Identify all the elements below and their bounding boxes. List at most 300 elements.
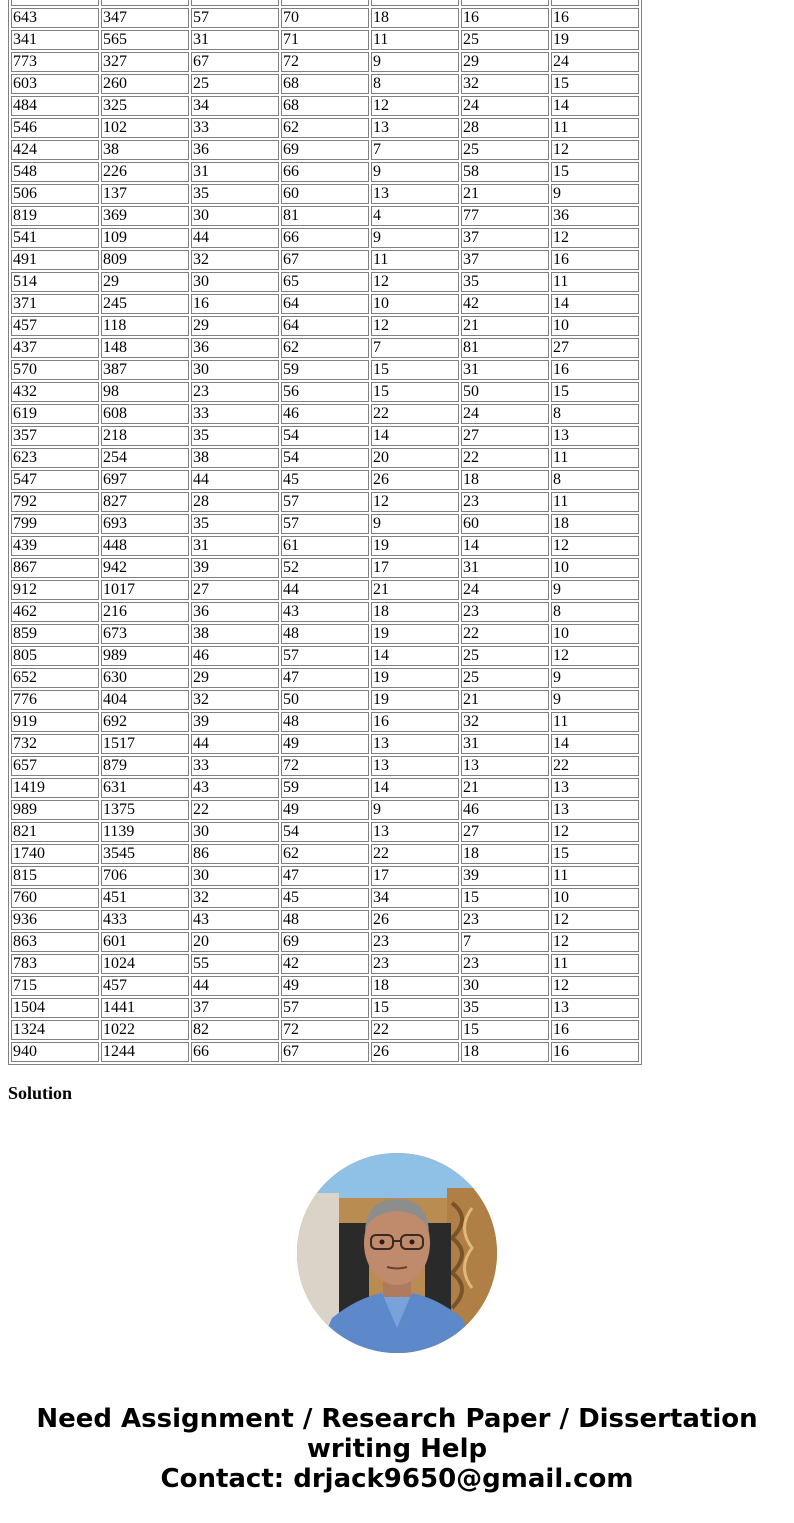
table-cell: 13	[371, 118, 459, 138]
table-cell: 14	[371, 646, 459, 666]
table-cell: 27	[191, 580, 279, 600]
table-cell: 26	[371, 1042, 459, 1062]
table-cell: 815	[11, 866, 99, 886]
table-cell: 37	[461, 228, 549, 248]
table-cell: 601	[101, 932, 189, 952]
table-cell: 45	[281, 888, 369, 908]
author-photo	[297, 1153, 497, 1353]
table-cell: 23	[191, 382, 279, 402]
table-cell: 859	[11, 624, 99, 644]
table-cell: 43	[191, 910, 279, 930]
table-cell: 12	[551, 822, 639, 842]
table-cell: 548	[11, 162, 99, 182]
table-cell: 30	[191, 272, 279, 292]
table-row	[11, 514, 639, 534]
table-cell: 55	[191, 954, 279, 974]
table-cell: 30	[191, 206, 279, 226]
table-row	[11, 800, 639, 820]
table-cell: 254	[101, 448, 189, 468]
table-row	[11, 8, 639, 28]
table-row	[11, 426, 639, 446]
table-cell: 11	[371, 250, 459, 270]
table-cell: 448	[101, 536, 189, 556]
table-row	[11, 558, 639, 578]
table-cell: 23	[461, 602, 549, 622]
table-cell: 65	[281, 272, 369, 292]
table-cell: 7	[371, 140, 459, 160]
table-row	[11, 624, 639, 644]
table-row	[11, 316, 639, 336]
table-cell: 24	[551, 52, 639, 72]
table-cell: 424	[11, 140, 99, 160]
table-row	[11, 712, 639, 732]
table-row	[11, 184, 639, 204]
table-cell: 341	[11, 30, 99, 50]
table-row	[11, 646, 639, 666]
table-cell: 16	[461, 8, 549, 28]
table-cell: 15	[371, 360, 459, 380]
table-cell: 52	[281, 558, 369, 578]
table-cell: 35	[191, 184, 279, 204]
table-cell: 693	[101, 514, 189, 534]
table-cell: 15	[551, 844, 639, 864]
table-row	[11, 778, 639, 798]
table-cell: 49	[281, 976, 369, 996]
table-cell: 22	[371, 404, 459, 424]
table-cell: 50	[281, 690, 369, 710]
table-cell: 37	[461, 250, 549, 270]
table-cell: 24	[461, 96, 549, 116]
table-cell: 66	[281, 162, 369, 182]
table-cell: 783	[11, 954, 99, 974]
table-cell: 867	[11, 558, 99, 578]
table-cell: 28	[191, 492, 279, 512]
table-cell: 36	[191, 602, 279, 622]
table-cell: 35	[191, 514, 279, 534]
table-cell: 29	[101, 272, 189, 292]
table-cell: 4	[371, 206, 459, 226]
table-cell: 98	[101, 382, 189, 402]
table-cell: 66	[191, 1042, 279, 1062]
table-cell: 936	[11, 910, 99, 930]
table-cell: 12	[551, 228, 639, 248]
table-cell: 18	[371, 8, 459, 28]
table-row	[11, 162, 639, 182]
table-cell: 12	[371, 272, 459, 292]
table-cell: 457	[101, 976, 189, 996]
table-cell: 44	[191, 734, 279, 754]
table-cell: 827	[101, 492, 189, 512]
avatar	[297, 1153, 497, 1353]
table-cell: 69	[281, 140, 369, 160]
table-cell: 1740	[11, 844, 99, 864]
table-cell: 36	[551, 206, 639, 226]
table-cell: 59	[281, 360, 369, 380]
table-cell: 62	[281, 338, 369, 358]
table-cell: 20	[371, 448, 459, 468]
table-cell: 1375	[101, 800, 189, 820]
table-cell: 25	[461, 668, 549, 688]
table-cell: 38	[191, 624, 279, 644]
table-row	[11, 0, 639, 6]
table-cell: 1419	[11, 778, 99, 798]
table-cell: 30	[191, 866, 279, 886]
table-cell: 652	[11, 668, 99, 688]
table-cell: 12	[551, 646, 639, 666]
table-cell: 7	[461, 932, 549, 952]
table-cell: 23	[371, 954, 459, 974]
table-cell: 1024	[101, 954, 189, 974]
table-cell: 14	[551, 294, 639, 314]
table-cell: 35	[461, 998, 549, 1018]
table-cell	[281, 0, 369, 6]
table-row	[11, 866, 639, 886]
table-cell: 62	[281, 844, 369, 864]
table-cell: 58	[461, 162, 549, 182]
table-row	[11, 998, 639, 1018]
table-cell: 22	[461, 448, 549, 468]
table-cell: 22	[371, 844, 459, 864]
table-cell: 809	[101, 250, 189, 270]
table-cell: 37	[191, 998, 279, 1018]
table-cell: 1139	[101, 822, 189, 842]
table-cell: 36	[191, 140, 279, 160]
table-cell: 608	[101, 404, 189, 424]
table-row	[11, 404, 639, 424]
table-cell: 25	[191, 74, 279, 94]
table-cell: 82	[191, 1020, 279, 1040]
table-cell: 12	[551, 910, 639, 930]
table-row	[11, 954, 639, 974]
table-row	[11, 360, 639, 380]
table-cell: 102	[101, 118, 189, 138]
table-cell: 657	[11, 756, 99, 776]
table-cell: 60	[461, 514, 549, 534]
table-cell: 7	[371, 338, 459, 358]
table-cell: 24	[461, 404, 549, 424]
table-cell: 118	[101, 316, 189, 336]
data-table	[8, 0, 642, 1065]
table-cell: 33	[191, 118, 279, 138]
table-cell: 16	[371, 712, 459, 732]
table-cell: 24	[461, 580, 549, 600]
table-cell: 13	[461, 756, 549, 776]
table-cell: 9	[551, 184, 639, 204]
table-cell	[461, 0, 549, 6]
table-cell: 68	[281, 74, 369, 94]
table-cell: 34	[191, 96, 279, 116]
table-row	[11, 118, 639, 138]
table-cell: 29	[191, 668, 279, 688]
table-cell: 32	[461, 712, 549, 732]
table-cell: 491	[11, 250, 99, 270]
table-cell: 369	[101, 206, 189, 226]
table-cell: 14	[551, 734, 639, 754]
table-cell: 15	[461, 888, 549, 908]
table-cell: 42	[461, 294, 549, 314]
table-cell: 8	[371, 74, 459, 94]
table-cell: 31	[461, 360, 549, 380]
table-cell: 13	[371, 184, 459, 204]
table-cell: 48	[281, 712, 369, 732]
table-cell: 1017	[101, 580, 189, 600]
table-cell: 72	[281, 1020, 369, 1040]
table-cell: 67	[281, 1042, 369, 1062]
table-cell: 18	[551, 514, 639, 534]
table-cell: 371	[11, 294, 99, 314]
table-cell: 64	[281, 294, 369, 314]
table-cell: 879	[101, 756, 189, 776]
table-row	[11, 206, 639, 226]
table-row	[11, 250, 639, 270]
table-cell: 59	[281, 778, 369, 798]
table-cell: 39	[191, 712, 279, 732]
table-cell: 54	[281, 822, 369, 842]
table-row	[11, 1020, 639, 1040]
table-cell: 9	[551, 690, 639, 710]
table-cell: 432	[11, 382, 99, 402]
table-cell: 603	[11, 74, 99, 94]
table-cell: 39	[461, 866, 549, 886]
table-cell: 16	[551, 8, 639, 28]
table-cell: 57	[281, 646, 369, 666]
table-cell: 11	[551, 712, 639, 732]
table-cell: 1504	[11, 998, 99, 1018]
table-row	[11, 272, 639, 292]
table-cell: 12	[371, 316, 459, 336]
table-cell: 15	[461, 1020, 549, 1040]
table-cell: 546	[11, 118, 99, 138]
table-cell: 13	[551, 800, 639, 820]
table-row	[11, 492, 639, 512]
table-cell: 9	[371, 228, 459, 248]
table-cell	[101, 0, 189, 6]
table-cell: 34	[371, 888, 459, 908]
table-row	[11, 602, 639, 622]
table-cell: 31	[191, 162, 279, 182]
table-cell: 451	[101, 888, 189, 908]
table-cell: 49	[281, 734, 369, 754]
table-row	[11, 932, 639, 952]
table-cell: 11	[371, 30, 459, 50]
table-cell: 66	[281, 228, 369, 248]
table-cell: 863	[11, 932, 99, 952]
table-cell: 44	[191, 976, 279, 996]
table-cell: 245	[101, 294, 189, 314]
table-cell	[11, 0, 99, 6]
table-cell: 21	[461, 690, 549, 710]
table-cell: 46	[461, 800, 549, 820]
table-cell: 56	[281, 382, 369, 402]
table-cell: 15	[551, 74, 639, 94]
table-cell: 715	[11, 976, 99, 996]
table-cell: 1517	[101, 734, 189, 754]
contact-banner	[0, 1404, 794, 1494]
table-cell: 462	[11, 602, 99, 622]
table-cell: 357	[11, 426, 99, 446]
table-cell: 13	[551, 426, 639, 446]
table-cell: 23	[371, 932, 459, 952]
table-row	[11, 448, 639, 468]
table-cell: 16	[191, 294, 279, 314]
table-cell: 21	[461, 184, 549, 204]
table-cell: 15	[371, 382, 459, 402]
table-cell: 570	[11, 360, 99, 380]
table-cell: 773	[11, 52, 99, 72]
table-cell: 8	[551, 602, 639, 622]
contact-line-2: writing Help	[306, 1434, 488, 1464]
table-cell: 19	[551, 30, 639, 50]
table-row	[11, 844, 639, 864]
table-row	[11, 470, 639, 490]
table-cell: 732	[11, 734, 99, 754]
table-cell: 22	[461, 624, 549, 644]
table-cell: 18	[461, 844, 549, 864]
table-row	[11, 536, 639, 556]
table-cell: 57	[281, 998, 369, 1018]
table-cell: 11	[551, 866, 639, 886]
table-cell	[551, 0, 639, 6]
table-cell: 692	[101, 712, 189, 732]
table-cell: 989	[101, 646, 189, 666]
table-cell: 43	[191, 778, 279, 798]
table-cell: 1244	[101, 1042, 189, 1062]
table-cell: 437	[11, 338, 99, 358]
table-cell: 49	[281, 800, 369, 820]
table-row	[11, 338, 639, 358]
table-cell: 776	[11, 690, 99, 710]
table-cell: 631	[101, 778, 189, 798]
table-cell: 22	[191, 800, 279, 820]
table-cell: 19	[371, 624, 459, 644]
table-cell: 514	[11, 272, 99, 292]
table-cell: 13	[371, 822, 459, 842]
table-cell	[191, 0, 279, 6]
table-row	[11, 382, 639, 402]
table-cell: 69	[281, 932, 369, 952]
table-cell: 8	[551, 470, 639, 490]
table-cell: 805	[11, 646, 99, 666]
table-cell: 67	[281, 250, 369, 270]
table-cell: 31	[191, 536, 279, 556]
table-cell: 12	[371, 96, 459, 116]
table-cell: 643	[11, 8, 99, 28]
table-cell: 23	[461, 954, 549, 974]
table-cell: 327	[101, 52, 189, 72]
table-cell: 22	[551, 756, 639, 776]
table-cell: 216	[101, 602, 189, 622]
table-cell: 21	[461, 778, 549, 798]
table-cell: 942	[101, 558, 189, 578]
table-cell: 13	[371, 734, 459, 754]
table-cell: 57	[281, 492, 369, 512]
table-cell: 39	[191, 558, 279, 578]
table-cell: 14	[371, 426, 459, 446]
table-cell: 48	[281, 910, 369, 930]
table-cell: 44	[191, 228, 279, 248]
table-cell: 54	[281, 426, 369, 446]
table-cell: 32	[191, 690, 279, 710]
table-cell: 48	[281, 624, 369, 644]
table-cell: 9	[371, 800, 459, 820]
table-cell: 27	[461, 426, 549, 446]
table-cell: 433	[101, 910, 189, 930]
table-cell: 22	[371, 1020, 459, 1040]
table-cell: 16	[551, 1042, 639, 1062]
table-cell: 38	[101, 140, 189, 160]
table-cell: 565	[101, 30, 189, 50]
table-cell: 989	[11, 800, 99, 820]
table-cell: 16	[551, 250, 639, 270]
table-row	[11, 888, 639, 908]
table-cell: 109	[101, 228, 189, 248]
table-cell: 16	[551, 1020, 639, 1040]
table-row	[11, 976, 639, 996]
table-cell: 12	[551, 536, 639, 556]
table-cell: 47	[281, 866, 369, 886]
table-cell: 21	[461, 316, 549, 336]
table-cell: 9	[551, 668, 639, 688]
table-cell: 42	[281, 954, 369, 974]
table-cell: 11	[551, 954, 639, 974]
table-cell: 60	[281, 184, 369, 204]
table-cell: 47	[281, 668, 369, 688]
table-cell: 484	[11, 96, 99, 116]
table-cell: 12	[551, 932, 639, 952]
table-cell: 1022	[101, 1020, 189, 1040]
table-cell: 32	[191, 888, 279, 908]
table-cell: 20	[191, 932, 279, 952]
table-cell: 13	[551, 778, 639, 798]
table-cell: 25	[461, 140, 549, 160]
table-cell: 792	[11, 492, 99, 512]
table-cell: 21	[371, 580, 459, 600]
table-cell: 19	[371, 536, 459, 556]
table-cell: 11	[551, 448, 639, 468]
table-cell: 14	[461, 536, 549, 556]
table-cell: 697	[101, 470, 189, 490]
table-cell: 9	[371, 162, 459, 182]
table-cell: 439	[11, 536, 99, 556]
table-cell: 28	[461, 118, 549, 138]
table-cell: 19	[371, 690, 459, 710]
table-cell	[371, 0, 459, 6]
table-cell: 673	[101, 624, 189, 644]
table-cell: 29	[461, 52, 549, 72]
table-cell: 547	[11, 470, 99, 490]
table-cell: 137	[101, 184, 189, 204]
table-cell: 81	[281, 206, 369, 226]
table-row	[11, 140, 639, 160]
table-cell: 9	[551, 580, 639, 600]
table-cell: 31	[461, 558, 549, 578]
table-cell: 44	[281, 580, 369, 600]
table-cell: 27	[551, 338, 639, 358]
table-cell: 10	[371, 294, 459, 314]
table-cell: 31	[461, 734, 549, 754]
table-cell: 57	[191, 8, 279, 28]
table-cell: 12	[551, 140, 639, 160]
table-row	[11, 910, 639, 930]
table-cell: 3545	[101, 844, 189, 864]
table-cell: 18	[371, 976, 459, 996]
table-row	[11, 822, 639, 842]
table-cell: 72	[281, 756, 369, 776]
table-cell: 13	[371, 756, 459, 776]
table-cell: 10	[551, 888, 639, 908]
table-cell: 912	[11, 580, 99, 600]
table-cell: 506	[11, 184, 99, 204]
